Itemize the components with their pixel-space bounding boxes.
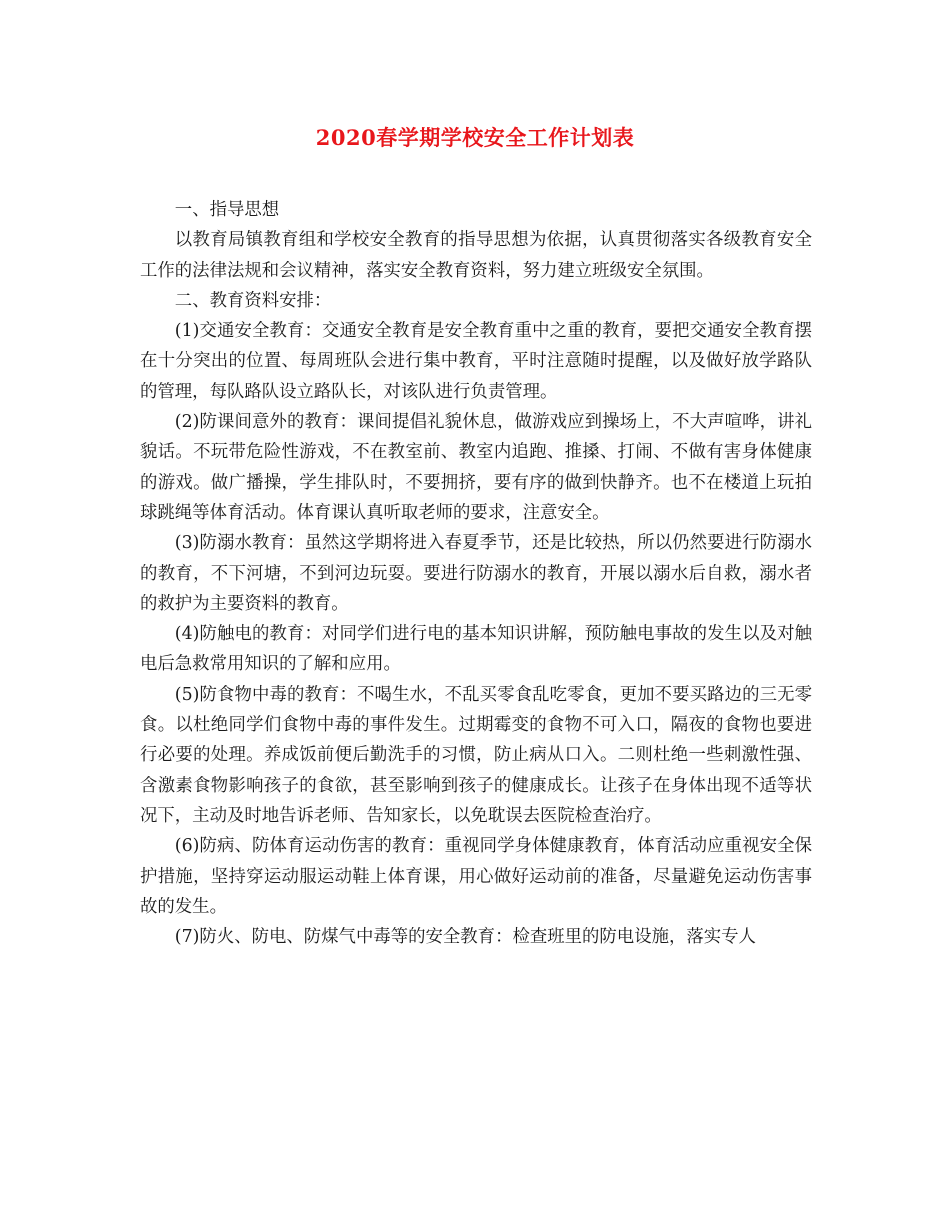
paragraph-sports-injury: (6)防病、防体育运动伤害的教育：重视同学身体健康教育，体育活动应重视安全保护措施，坚持穿运动服运动鞋上体育课，用心做好运动前的准备，尽量避免运动伤害事故的发生。 <box>140 836 812 917</box>
paragraph-guiding-ideology: 以教育局镇教育组和学校安全教育的指导思想为依据，认真贯彻落实各级教育安全工作的法律法规和会议精神，落实安全教育资料，努力建立班级安全氛围。 <box>140 230 812 281</box>
document-body <box>140 195 812 952</box>
paragraph-food-poisoning: (5)防食物中毒的教育：不喝生水，不乱买零食乱吃零食，更加不要买路边的三无零食。以杜绝同学们食物中毒的事件发生。过期霉变的食物不可入口，隔夜的食物也要进行必要的处理。养成饭前便后勤洗手的习惯，防止病从口入。二则杜绝一些刺激性强、含激素食物影响孩子的食欲，甚至影响到孩子的健康成长。让孩子在身体出现不适等状况下，主动及时地告诉老师、告知家长，以免耽误去医院检查治疗。 <box>140 684 812 826</box>
paragraph-break-accidents: (2)防课间意外的教育：课间提倡礼貌休息，做游戏应到操场上，不大声喧哗，讲礼貌话。不玩带危险性游戏，不在教室前、教室内追跑、推搡、打闹、不做有害身体健康的游戏。做广播操，学生排队时，不要拥挤，要有序的做到快静齐。也不在楼道上玩拍球跳绳等体育活动。体育课认真听取老师的要求，注意安全。 <box>140 412 812 523</box>
section-heading-guiding-ideology: 一、指导思想 <box>174 200 280 220</box>
paragraph-electric-shock: (4)防触电的教育：对同学们进行电的基本知识讲解，预防触电事故的发生以及对触电后急救常用知识的了解和应用。 <box>140 624 812 675</box>
paragraph-fire-gas-safety: (7)防火、防电、防煤气中毒等的安全教育：检查班里的防电设施，落实专人 <box>174 927 756 948</box>
paragraph-traffic-safety: (1)交通安全教育：交通安全教育是安全教育重中之重的教育，要把交通安全教育摆在十分突出的位置、每周班队会进行集中教育，平时注意随时提醒，以及做好放学路队的管理，每队路队设立路队长，对该队进行负责管理。 <box>140 321 812 402</box>
document-title: 2020春学期学校安全工作计划表 <box>315 125 635 150</box>
section-heading-education-arrangement: 二、教育资料安排： <box>174 290 332 311</box>
paragraph-drowning: (3)防溺水教育：虽然这学期将进入春夏季节，还是比较热，所以仍然要进行防溺水的教育，不下河塘，不到河边玩耍。要进行防溺水的教育，开展以溺水后自救，溺水者的救护为主要资料的教育。 <box>140 533 812 614</box>
